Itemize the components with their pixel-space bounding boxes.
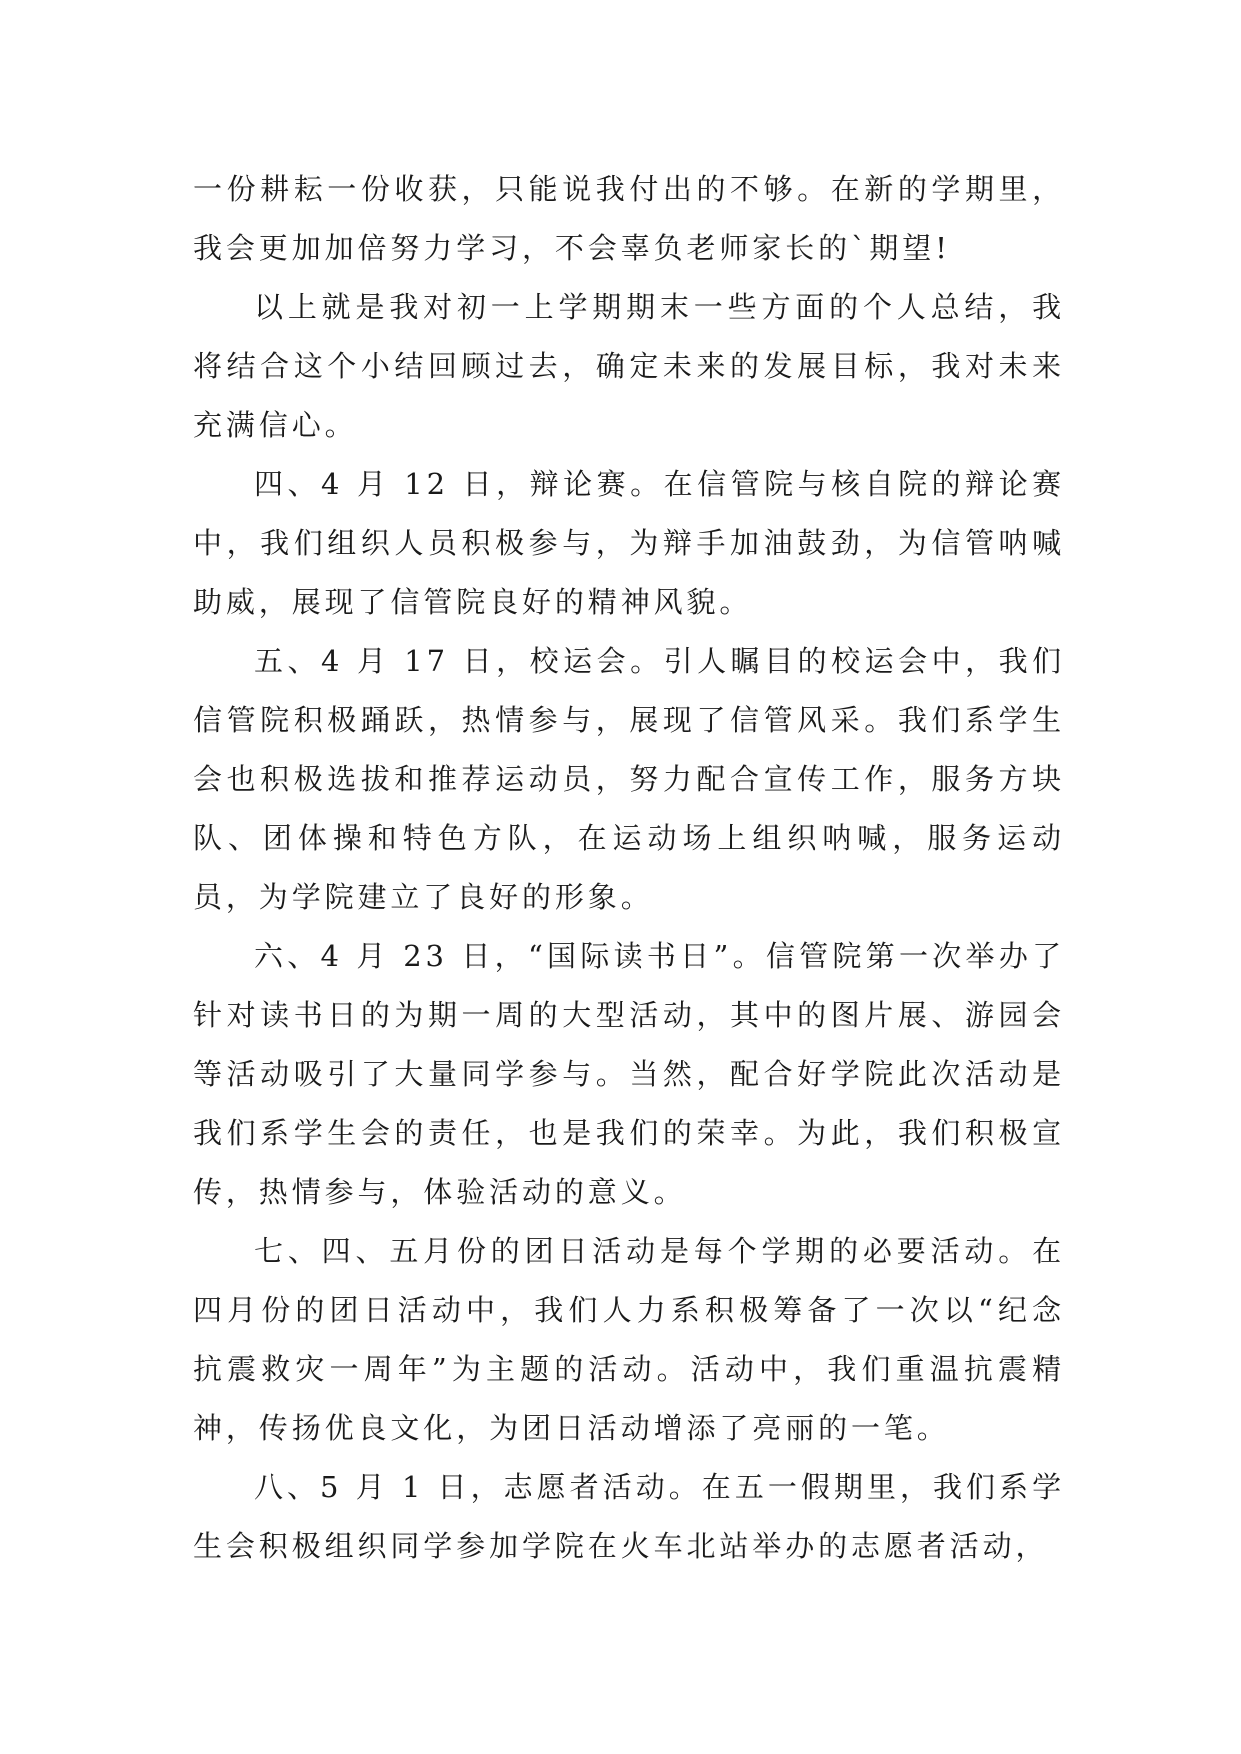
paragraph-3: 四、4 月 12 日，辩论赛。在信管院与核自院的辩论赛中，我们组织人员积极参与，为辩手加油鼓劲，为信管呐喊助威，展现了信管院良好的精神风貌。 — [193, 467, 1065, 619]
paragraph-5: 六、4 月 23 日，“国际读书日”。信管院第一次举办了针对读书日的为期一周的大型活动，其中的图片展、游园会等活动吸引了大量同学参与。当然，配合好学院此次活动是我们系学生会的责任，也是我们的荣幸。为此，我们积极宣传，热情参与，体验活动的意义。 — [193, 939, 1065, 1209]
paragraph-6: 七、四、五月份的团日活动是每个学期的必要活动。在四月份的团日活动中，我们人力系积极筹备了一次以“纪念抗震救灾一周年”为主题的活动。活动中，我们重温抗震精神，传扬优良文化，为团日活动增添了亮丽的一笔。 — [193, 1234, 1065, 1445]
paragraph-2: 以上就是我对初一上学期期末一些方面的个人总结，我将结合这个小结回顾过去，确定未来的发展目标，我对未来充满信心。 — [193, 290, 1065, 442]
paragraph-1: 一份耕耘一份收获，只能说我付出的不够。在新的学期里，我会更加加倍努力学习，不会辜负老师家长的`期望! — [193, 172, 1065, 265]
document-body — [193, 160, 1065, 1576]
paragraph-7: 八、5 月 1 日，志愿者活动。在五一假期里，我们系学生会积极组织同学参加学院在火车北站举办的志愿者活动， — [193, 1470, 1065, 1563]
paragraph-4: 五、4 月 17 日，校运会。引人瞩目的校运会中，我们信管院积极踊跃，热情参与，展现了信管风采。我们系学生会也积极选拔和推荐运动员，努力配合宣传工作，服务方块队、团体操和特色方队，在运动场上组织呐喊，服务运动员，为学院建立了良好的形象。 — [193, 644, 1065, 914]
